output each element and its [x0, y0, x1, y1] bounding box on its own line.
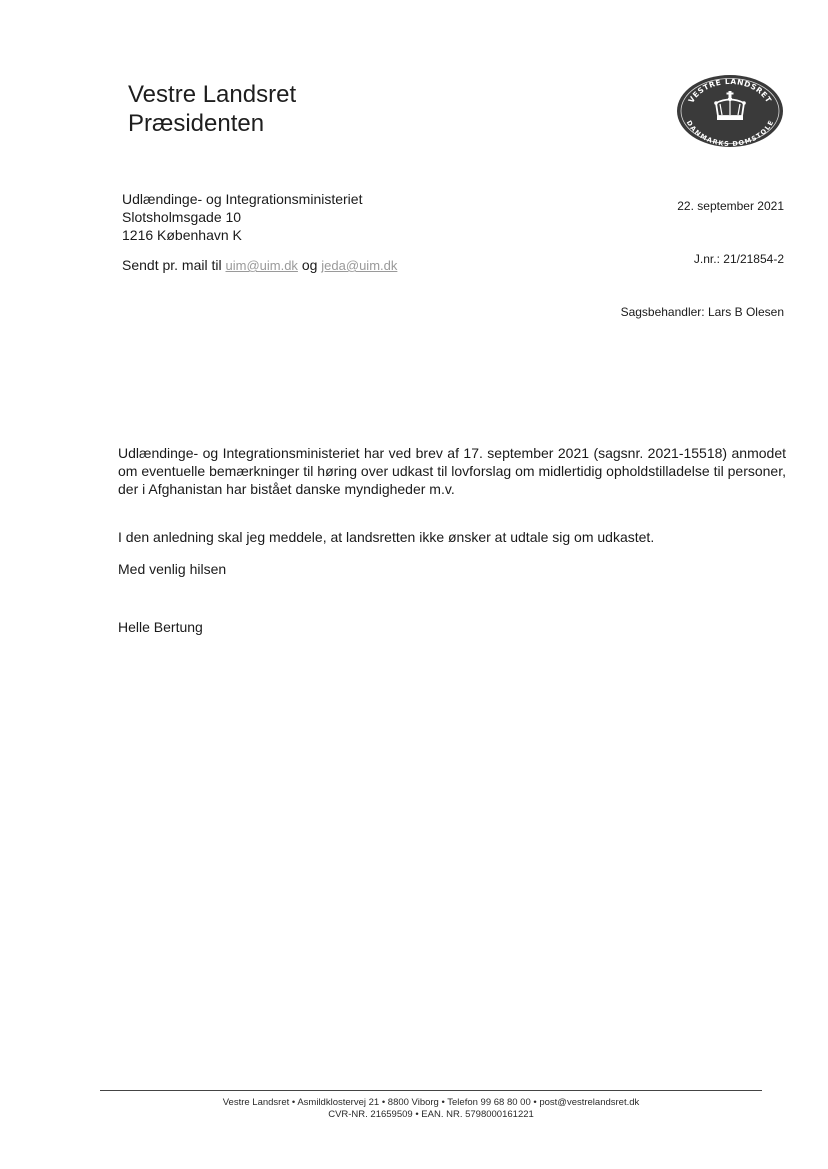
seal-bottom-text: DANMARKS DOMSTOLE	[684, 119, 776, 148]
recipient-city: 1216 København K	[122, 227, 242, 243]
footer	[100, 1097, 762, 1121]
letter-date: 22. september 2021	[677, 199, 784, 213]
email-link-uim[interactable]: uim@uim.dk	[225, 258, 298, 273]
body-paragraph-1: Udlændinge- og Integrationsministeriet har ved brev af 17. september 2021 (sagsnr. 2021-15518) anmodet om eventuelle bemærkninger til høring over udkast til lovforslag om midlertidig opholdstilladelse til personer, der i Afghanistan har bistået danske myndigheder m.v.	[118, 445, 786, 497]
footer-contact-line: Vestre Landsret • Asmildklostervej 21 • 8800 Viborg • Telefon 99 68 80 00 • post@vestrelandsret.dk	[222, 1097, 640, 1108]
body-paragraph-2: I den anledning skal jeg meddele, at landsretten ikke ønsker at udtale sig om udkastet.	[118, 529, 655, 545]
footer-divider	[100, 1090, 762, 1091]
case-handler: Sagsbehandler: Lars B Olesen	[620, 305, 784, 319]
recipient-address	[122, 190, 362, 244]
recipient-name: Udlændinge- og Integrationsministeriet	[122, 191, 363, 207]
email-link-jeda[interactable]: jeda@uim.dk	[321, 258, 398, 273]
sent-connector: og	[301, 257, 318, 273]
recipient-street: Slotsholmsgade 10	[122, 209, 242, 225]
journal-number: J.nr.: 21/21854-2	[693, 252, 784, 266]
closing-greeting: Med venlig hilsen	[118, 561, 227, 577]
footer-registration-line: CVR-NR. 21659509 • EAN. NR. 5798000161221	[328, 1109, 534, 1120]
court-name: Vestre Landsret	[128, 81, 297, 108]
seal-top-text: VESTRE LANDSRET	[686, 76, 774, 105]
office-title: Præsidenten	[128, 110, 265, 137]
sent-by-mail-line	[122, 257, 397, 273]
sent-prefix: Sendt pr. mail til	[122, 257, 222, 273]
court-seal-logo	[676, 74, 784, 148]
signature-name: Helle Bertung	[118, 619, 203, 635]
letterhead	[128, 80, 296, 138]
